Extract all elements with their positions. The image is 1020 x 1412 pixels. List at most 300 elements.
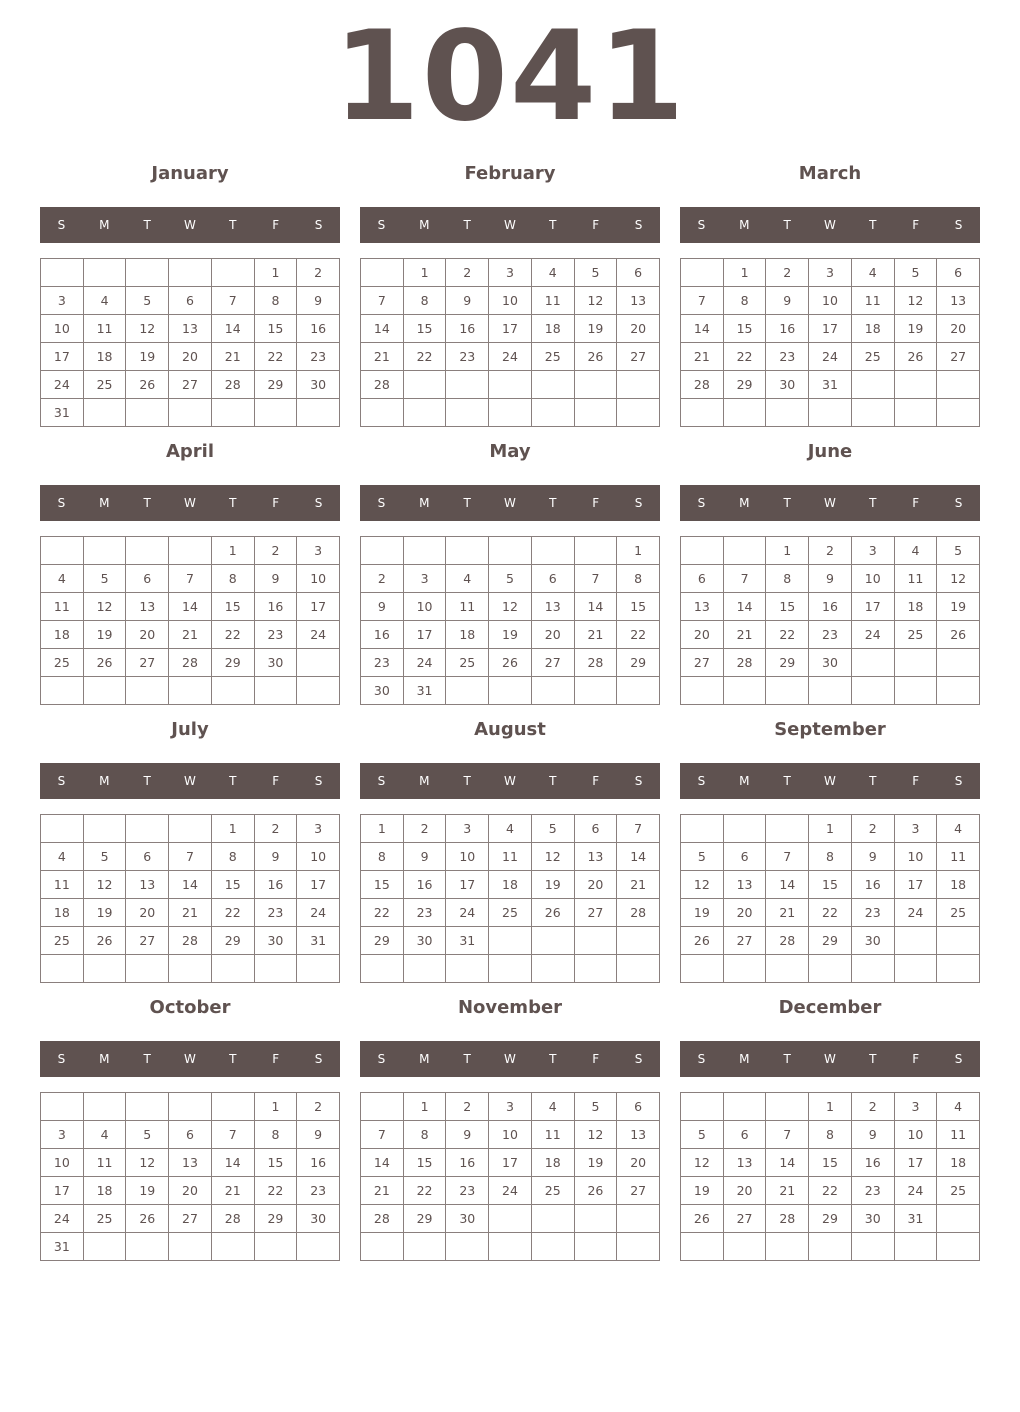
day-cell: 26	[681, 927, 724, 955]
empty-day-cell	[532, 537, 575, 565]
day-cell: 11	[532, 1121, 575, 1149]
day-cell: 21	[681, 343, 724, 371]
day-cell: 30	[766, 371, 809, 399]
empty-day-cell	[41, 955, 84, 983]
day-cell: 15	[404, 1149, 447, 1177]
day-cell: 9	[255, 565, 298, 593]
day-cell: 10	[297, 843, 340, 871]
weekday-label: S	[954, 218, 963, 232]
empty-day-cell	[489, 399, 532, 427]
weekday-label: T	[783, 496, 791, 510]
day-cell: 1	[617, 537, 660, 565]
day-cell: 2	[297, 259, 340, 287]
weekday-label: M	[739, 496, 750, 510]
empty-day-cell	[895, 649, 938, 677]
empty-day-cell	[681, 537, 724, 565]
day-grid	[360, 1092, 660, 1261]
empty-day-cell	[724, 537, 767, 565]
empty-day-cell	[617, 1233, 660, 1261]
day-cell: 1	[766, 537, 809, 565]
day-cell: 5	[937, 537, 980, 565]
empty-day-cell	[126, 259, 169, 287]
day-cell: 21	[169, 899, 212, 927]
day-cell: 23	[404, 899, 447, 927]
day-cell: 21	[361, 1177, 404, 1205]
day-cell: 14	[212, 1149, 255, 1177]
empty-day-cell	[852, 649, 895, 677]
day-cell: 26	[575, 1177, 618, 1205]
day-cell: 8	[724, 287, 767, 315]
day-cell: 15	[766, 593, 809, 621]
day-cell: 17	[297, 593, 340, 621]
empty-day-cell	[84, 1233, 127, 1261]
weekday-label: W	[824, 218, 836, 232]
weekday-label: S	[697, 774, 706, 788]
day-cell: 25	[84, 1205, 127, 1233]
day-cell: 22	[404, 343, 447, 371]
day-cell: 12	[681, 1149, 724, 1177]
day-cell: 7	[361, 287, 404, 315]
month-name: April	[165, 441, 215, 462]
day-cell: 12	[937, 565, 980, 593]
day-cell: 7	[212, 1121, 255, 1149]
empty-day-cell	[532, 955, 575, 983]
day-cell: 30	[404, 927, 447, 955]
day-cell: 3	[297, 815, 340, 843]
empty-day-cell	[212, 955, 255, 983]
day-cell: 14	[724, 593, 767, 621]
day-grid	[680, 814, 980, 983]
day-cell: 19	[84, 621, 127, 649]
weekday-label: S	[697, 218, 706, 232]
day-cell: 4	[852, 259, 895, 287]
day-cell: 23	[297, 343, 340, 371]
day-cell: 20	[169, 1177, 212, 1205]
day-cell: 24	[895, 1177, 938, 1205]
weekday-label: M	[739, 1052, 750, 1066]
weekday-label: T	[869, 1052, 877, 1066]
day-cell: 13	[681, 593, 724, 621]
day-cell: 30	[852, 1205, 895, 1233]
day-cell: 24	[404, 649, 447, 677]
empty-day-cell	[937, 927, 980, 955]
weekday-label: W	[504, 218, 516, 232]
day-cell: 9	[852, 843, 895, 871]
empty-day-cell	[532, 1205, 575, 1233]
day-cell: 16	[255, 593, 298, 621]
day-cell: 28	[766, 927, 809, 955]
day-cell: 11	[937, 1121, 980, 1149]
day-cell: 27	[169, 1205, 212, 1233]
empty-day-cell	[575, 677, 618, 705]
weekday-label: S	[377, 1052, 386, 1066]
empty-day-cell	[41, 677, 84, 705]
day-cell: 31	[41, 399, 84, 427]
weekday-label: W	[824, 1052, 836, 1066]
day-cell: 20	[681, 621, 724, 649]
day-grid	[680, 536, 980, 705]
day-cell: 12	[681, 871, 724, 899]
empty-day-cell	[937, 955, 980, 983]
weekday-label: T	[229, 774, 237, 788]
day-cell: 3	[404, 565, 447, 593]
weekday-label: S	[697, 1052, 706, 1066]
day-cell: 11	[84, 315, 127, 343]
day-cell: 21	[212, 343, 255, 371]
empty-day-cell	[297, 677, 340, 705]
month-name: September	[774, 719, 886, 740]
day-cell: 14	[766, 1149, 809, 1177]
empty-day-cell	[84, 1093, 127, 1121]
day-cell: 6	[575, 815, 618, 843]
day-cell: 31	[297, 927, 340, 955]
day-cell: 20	[575, 871, 618, 899]
day-cell: 23	[361, 649, 404, 677]
empty-day-cell	[404, 955, 447, 983]
month-february	[360, 160, 660, 438]
day-cell: 15	[809, 1149, 852, 1177]
empty-day-cell	[361, 537, 404, 565]
day-cell: 29	[212, 649, 255, 677]
empty-day-cell	[404, 537, 447, 565]
day-cell: 19	[84, 899, 127, 927]
day-cell: 29	[255, 1205, 298, 1233]
day-cell: 1	[809, 1093, 852, 1121]
empty-day-cell	[84, 537, 127, 565]
day-cell: 10	[489, 287, 532, 315]
empty-day-cell	[575, 955, 618, 983]
day-cell: 28	[681, 371, 724, 399]
day-cell: 3	[895, 1093, 938, 1121]
day-cell: 26	[84, 649, 127, 677]
day-cell: 13	[126, 871, 169, 899]
day-cell: 29	[809, 927, 852, 955]
day-grid	[360, 258, 660, 427]
day-cell: 19	[489, 621, 532, 649]
month-name: October	[149, 997, 231, 1018]
weekday-label: T	[229, 1052, 237, 1066]
day-cell: 27	[575, 899, 618, 927]
empty-day-cell	[169, 955, 212, 983]
month-december	[680, 994, 980, 1272]
day-cell: 28	[212, 1205, 255, 1233]
weekday-label: T	[549, 218, 557, 232]
day-grid	[360, 814, 660, 983]
empty-day-cell	[126, 1233, 169, 1261]
empty-day-cell	[446, 371, 489, 399]
day-cell: 4	[41, 565, 84, 593]
day-cell: 12	[489, 593, 532, 621]
month-name: May	[489, 441, 531, 462]
day-cell: 1	[255, 259, 298, 287]
empty-day-cell	[681, 259, 724, 287]
day-cell: 4	[532, 259, 575, 287]
day-cell: 6	[937, 259, 980, 287]
day-cell: 7	[766, 1121, 809, 1149]
day-cell: 8	[617, 565, 660, 593]
day-cell: 7	[169, 843, 212, 871]
day-cell: 29	[766, 649, 809, 677]
day-cell: 9	[446, 1121, 489, 1149]
empty-day-cell	[809, 399, 852, 427]
day-cell: 30	[255, 927, 298, 955]
day-cell: 25	[532, 1177, 575, 1205]
day-cell: 23	[255, 899, 298, 927]
day-cell: 18	[895, 593, 938, 621]
day-cell: 26	[532, 899, 575, 927]
day-cell: 21	[766, 899, 809, 927]
day-cell: 16	[404, 871, 447, 899]
empty-day-cell	[766, 1093, 809, 1121]
day-cell: 13	[532, 593, 575, 621]
empty-day-cell	[532, 677, 575, 705]
empty-day-cell	[724, 1233, 767, 1261]
day-cell: 13	[724, 871, 767, 899]
day-cell: 25	[446, 649, 489, 677]
empty-day-cell	[937, 1205, 980, 1233]
day-cell: 6	[724, 1121, 767, 1149]
day-cell: 19	[681, 1177, 724, 1205]
day-cell: 23	[446, 343, 489, 371]
day-cell: 18	[937, 1149, 980, 1177]
empty-day-cell	[169, 815, 212, 843]
day-cell: 1	[404, 1093, 447, 1121]
empty-day-cell	[41, 259, 84, 287]
day-cell: 22	[724, 343, 767, 371]
weekday-label: M	[739, 218, 750, 232]
empty-day-cell	[84, 815, 127, 843]
day-cell: 1	[212, 537, 255, 565]
day-cell: 19	[575, 1149, 618, 1177]
day-cell: 5	[489, 565, 532, 593]
day-cell: 4	[446, 565, 489, 593]
weekday-label: F	[272, 496, 280, 510]
day-cell: 9	[766, 287, 809, 315]
day-cell: 20	[532, 621, 575, 649]
day-cell: 6	[617, 259, 660, 287]
day-cell: 6	[617, 1093, 660, 1121]
day-cell: 24	[895, 899, 938, 927]
empty-day-cell	[212, 1233, 255, 1261]
empty-day-cell	[937, 371, 980, 399]
day-cell: 10	[489, 1121, 532, 1149]
empty-day-cell	[895, 677, 938, 705]
empty-day-cell	[446, 537, 489, 565]
day-cell: 27	[724, 1205, 767, 1233]
day-cell: 15	[361, 871, 404, 899]
day-cell: 15	[255, 315, 298, 343]
empty-day-cell	[681, 677, 724, 705]
day-cell: 7	[681, 287, 724, 315]
day-cell: 11	[532, 287, 575, 315]
day-cell: 8	[361, 843, 404, 871]
empty-day-cell	[126, 399, 169, 427]
day-cell: 21	[169, 621, 212, 649]
empty-day-cell	[681, 1233, 724, 1261]
day-cell: 16	[809, 593, 852, 621]
month-name: July	[171, 719, 209, 740]
day-cell: 2	[255, 815, 298, 843]
day-cell: 13	[617, 1121, 660, 1149]
day-cell: 2	[446, 259, 489, 287]
weekday-label: F	[272, 774, 280, 788]
day-grid	[40, 1092, 340, 1261]
day-cell: 14	[766, 871, 809, 899]
weekday-header	[680, 207, 980, 243]
day-grid	[360, 536, 660, 705]
day-cell: 30	[255, 649, 298, 677]
day-cell: 21	[575, 621, 618, 649]
empty-day-cell	[852, 399, 895, 427]
weekday-label: W	[824, 496, 836, 510]
month-april	[40, 438, 340, 716]
empty-day-cell	[532, 371, 575, 399]
month-name: March	[798, 163, 862, 184]
empty-day-cell	[361, 955, 404, 983]
month-name: December	[778, 997, 882, 1018]
empty-day-cell	[212, 259, 255, 287]
empty-day-cell	[169, 259, 212, 287]
day-cell: 9	[255, 843, 298, 871]
day-grid	[680, 258, 980, 427]
day-cell: 3	[446, 815, 489, 843]
day-cell: 1	[212, 815, 255, 843]
day-cell: 2	[404, 815, 447, 843]
weekday-label: S	[634, 1052, 643, 1066]
day-cell: 14	[617, 843, 660, 871]
day-cell: 1	[404, 259, 447, 287]
day-cell: 19	[532, 871, 575, 899]
empty-day-cell	[446, 677, 489, 705]
day-cell: 18	[84, 343, 127, 371]
day-cell: 30	[361, 677, 404, 705]
day-cell: 8	[404, 287, 447, 315]
empty-day-cell	[404, 1233, 447, 1261]
day-cell: 11	[937, 843, 980, 871]
day-cell: 26	[84, 927, 127, 955]
weekday-label: F	[912, 1052, 920, 1066]
day-cell: 20	[126, 621, 169, 649]
day-cell: 28	[169, 649, 212, 677]
day-cell: 26	[937, 621, 980, 649]
day-cell: 13	[169, 1149, 212, 1177]
day-cell: 31	[404, 677, 447, 705]
weekday-label: S	[954, 496, 963, 510]
day-cell: 2	[255, 537, 298, 565]
empty-day-cell	[84, 677, 127, 705]
weekday-label: F	[272, 1052, 280, 1066]
empty-day-cell	[937, 649, 980, 677]
weekday-label: W	[184, 774, 196, 788]
day-cell: 31	[809, 371, 852, 399]
day-cell: 28	[617, 899, 660, 927]
day-cell: 18	[41, 899, 84, 927]
day-cell: 23	[255, 621, 298, 649]
weekday-label: F	[272, 218, 280, 232]
day-cell: 25	[852, 343, 895, 371]
empty-day-cell	[766, 677, 809, 705]
empty-day-cell	[617, 927, 660, 955]
weekday-label: F	[592, 774, 600, 788]
weekday-label: S	[57, 496, 66, 510]
day-grid	[40, 536, 340, 705]
empty-day-cell	[575, 927, 618, 955]
empty-day-cell	[446, 955, 489, 983]
empty-day-cell	[446, 399, 489, 427]
day-cell: 18	[446, 621, 489, 649]
day-cell: 12	[84, 871, 127, 899]
empty-day-cell	[212, 1093, 255, 1121]
weekday-label: S	[377, 496, 386, 510]
empty-day-cell	[895, 371, 938, 399]
weekday-label: T	[869, 496, 877, 510]
weekday-label: T	[549, 496, 557, 510]
weekday-label: T	[783, 1052, 791, 1066]
empty-day-cell	[297, 1233, 340, 1261]
day-cell: 15	[404, 315, 447, 343]
day-cell: 24	[446, 899, 489, 927]
empty-day-cell	[617, 399, 660, 427]
day-cell: 27	[681, 649, 724, 677]
day-cell: 12	[126, 315, 169, 343]
empty-day-cell	[895, 399, 938, 427]
day-cell: 16	[852, 1149, 895, 1177]
empty-day-cell	[766, 955, 809, 983]
day-cell: 22	[617, 621, 660, 649]
day-cell: 23	[766, 343, 809, 371]
weekday-label: F	[592, 1052, 600, 1066]
day-cell: 25	[41, 927, 84, 955]
day-cell: 5	[84, 565, 127, 593]
day-cell: 17	[489, 315, 532, 343]
weekday-label: S	[314, 496, 323, 510]
weekday-label: F	[592, 496, 600, 510]
empty-day-cell	[724, 677, 767, 705]
month-january	[40, 160, 340, 438]
empty-day-cell	[809, 955, 852, 983]
weekday-label: W	[504, 774, 516, 788]
day-cell: 15	[724, 315, 767, 343]
empty-day-cell	[297, 649, 340, 677]
empty-day-cell	[41, 537, 84, 565]
empty-day-cell	[575, 537, 618, 565]
day-cell: 20	[937, 315, 980, 343]
day-cell: 9	[361, 593, 404, 621]
empty-day-cell	[937, 677, 980, 705]
day-cell: 9	[852, 1121, 895, 1149]
day-cell: 16	[446, 315, 489, 343]
day-cell: 28	[361, 1205, 404, 1233]
day-cell: 27	[126, 649, 169, 677]
day-cell: 18	[852, 315, 895, 343]
day-cell: 2	[361, 565, 404, 593]
day-cell: 7	[766, 843, 809, 871]
day-cell: 13	[724, 1149, 767, 1177]
day-cell: 6	[532, 565, 575, 593]
day-cell: 30	[297, 371, 340, 399]
day-cell: 15	[809, 871, 852, 899]
weekday-label: S	[314, 1052, 323, 1066]
day-cell: 19	[681, 899, 724, 927]
day-cell: 26	[681, 1205, 724, 1233]
day-cell: 3	[41, 287, 84, 315]
weekday-label: S	[57, 774, 66, 788]
day-cell: 10	[297, 565, 340, 593]
day-cell: 4	[84, 287, 127, 315]
day-cell: 22	[255, 1177, 298, 1205]
day-cell: 19	[895, 315, 938, 343]
day-cell: 23	[809, 621, 852, 649]
